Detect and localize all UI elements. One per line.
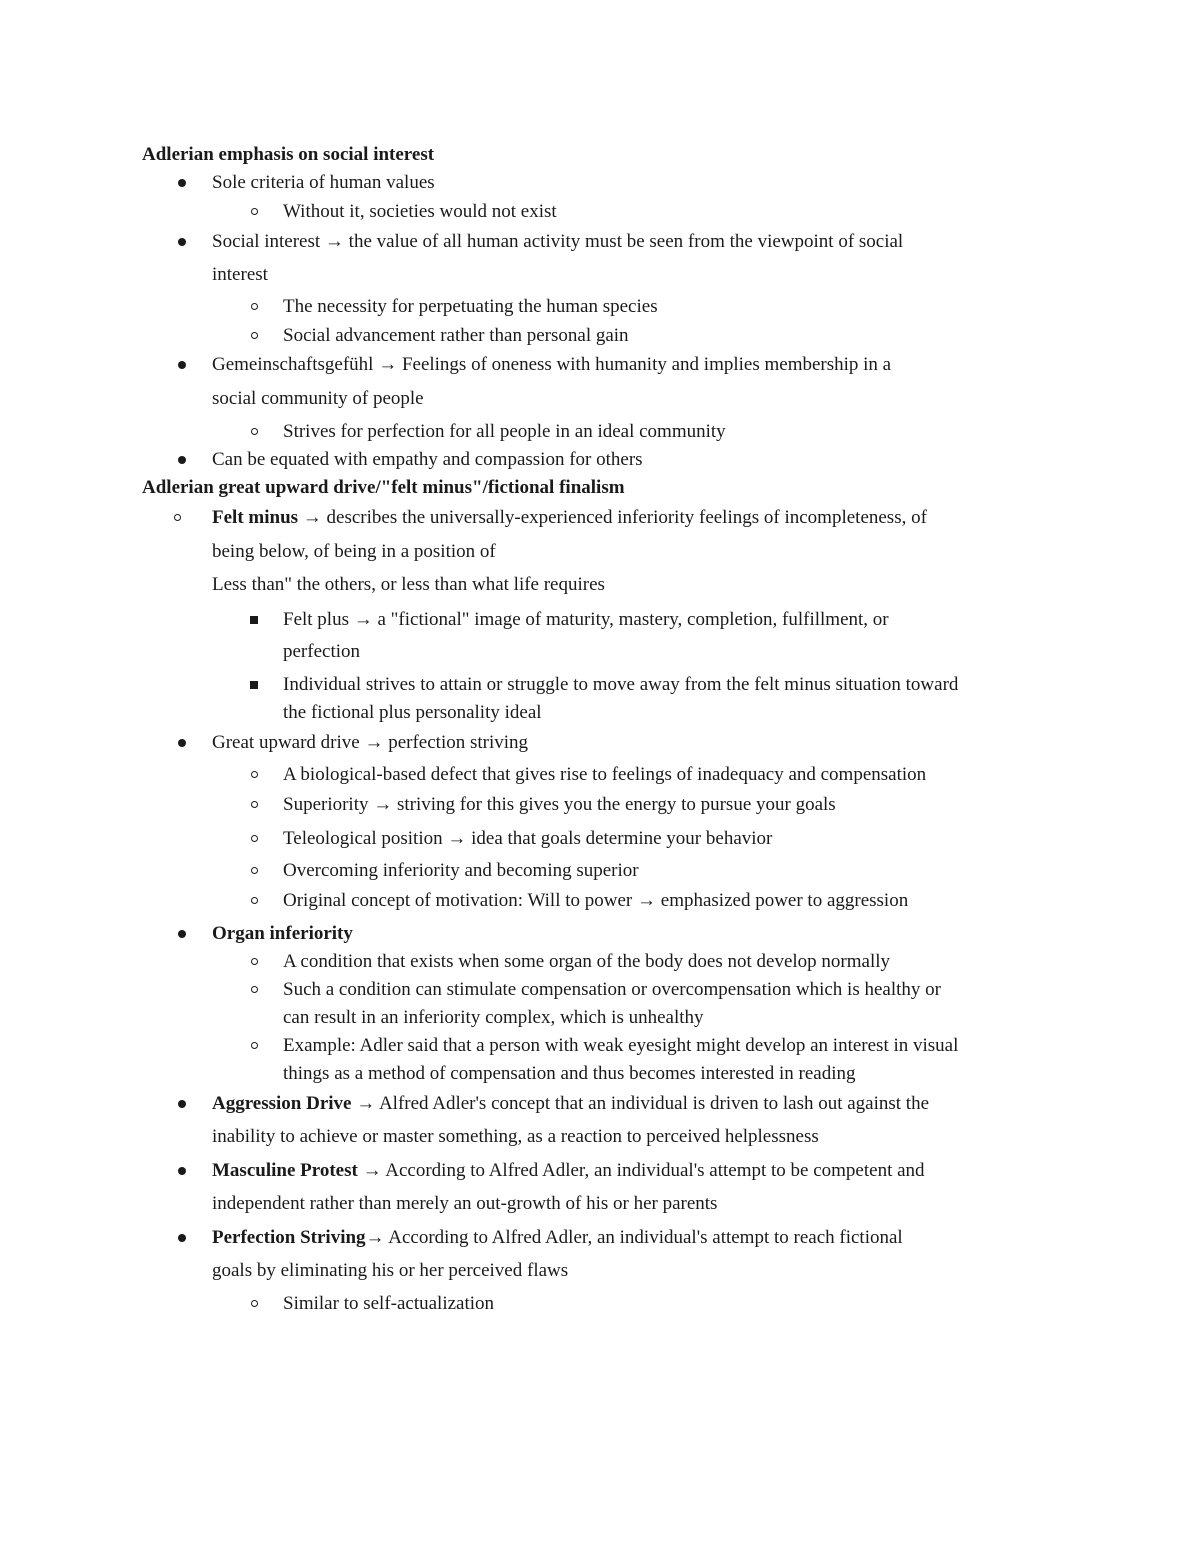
list-item: Such a condition can stimulate compensation or overcompensation which is healthy or xyxy=(283,979,941,1000)
list-item: Overcoming inferiority and becoming superior xyxy=(283,860,639,881)
list-item xyxy=(212,1159,925,1183)
list-item: Strives for perfection for all people in an ideal community xyxy=(283,421,726,442)
list-item-continuation: can result in an inferiority complex, which is unhealthy xyxy=(283,1007,704,1028)
list-item: The necessity for perpetuating the human species xyxy=(283,296,658,317)
list-item xyxy=(212,1092,929,1116)
definition-text: → describes the universally-experienced inferiority feelings of incompleteness, of xyxy=(298,507,927,528)
list-item-continuation: perfection xyxy=(283,641,361,662)
list-item xyxy=(212,506,927,530)
list-item: Similar to self-actualization xyxy=(283,1293,495,1314)
bullet-dot xyxy=(178,739,186,747)
list-item: Gemeinschaftsgefühl → Feelings of oneness with humanity and implies membership in a xyxy=(212,354,892,375)
definition-text: → According to Alfred Adler, an individual's attempt to be competent and xyxy=(357,1160,925,1181)
list-item: Social advancement rather than personal gain xyxy=(283,325,629,346)
bullet-dot xyxy=(178,1167,186,1175)
definition-text: → Alfred Adler's concept that an individual is driven to lash out against the xyxy=(351,1093,930,1114)
list-item: A biological-based defect that gives rise to feelings of inadequacy and compensation xyxy=(283,764,927,785)
list-item: Teleological position → idea that goals determine your behavior xyxy=(283,828,773,849)
list-item: Individual strives to attain or struggle to move away from the felt minus situation toward xyxy=(283,674,959,695)
section-heading-upward-drive: Adlerian great upward drive/"felt minus"/fictional finalism xyxy=(142,477,625,498)
bullet-circle xyxy=(251,986,258,993)
bullet-circle xyxy=(251,1042,258,1049)
bullet-dot xyxy=(178,179,186,187)
bullet-circle xyxy=(251,303,258,310)
list-item: Great upward drive → perfection striving xyxy=(212,732,529,753)
list-item-continuation: being below, of being in a position of xyxy=(212,541,496,562)
section-heading-social-interest: Adlerian emphasis on social interest xyxy=(142,144,435,165)
list-item-continuation: inability to achieve or master something, as a reaction to perceived helplessness xyxy=(212,1126,819,1147)
bullet-dot xyxy=(178,361,186,369)
definition-text: → According to Alfred Adler, an individual's attempt to reach fictional xyxy=(365,1227,903,1248)
bullet-circle xyxy=(251,1300,258,1307)
term-masculine-protest: Masculine Protest xyxy=(212,1160,358,1181)
bullet-dot xyxy=(178,238,186,246)
bullet-circle xyxy=(174,514,181,521)
term-aggression-drive: Aggression Drive xyxy=(212,1093,352,1114)
list-item: Without it, societies would not exist xyxy=(283,201,557,222)
bullet-dot xyxy=(178,456,186,464)
bullet-circle xyxy=(251,771,258,778)
bullet-circle xyxy=(251,428,258,435)
list-item: A condition that exists when some organ of the body does not develop normally xyxy=(283,951,891,972)
bullet-circle xyxy=(251,332,258,339)
bullet-dot xyxy=(178,1234,186,1242)
term-perfection-striving: Perfection Striving xyxy=(212,1227,366,1248)
bullet-circle xyxy=(251,867,258,874)
term-organ-inferiority: Organ inferiority xyxy=(212,923,353,944)
list-item-continuation: the fictional plus personality ideal xyxy=(283,702,542,723)
bullet-square xyxy=(250,681,258,689)
list-item: Sole criteria of human values xyxy=(212,172,435,193)
bullet-circle xyxy=(251,835,258,842)
list-item-continuation: goals by eliminating his or her perceived flaws xyxy=(212,1260,569,1281)
bullet-dot xyxy=(178,930,186,938)
bullet-square xyxy=(250,616,258,624)
bullet-circle xyxy=(251,958,258,965)
list-item-continuation: interest xyxy=(212,264,268,285)
list-item: Original concept of motivation: Will to power → emphasized power to aggression xyxy=(283,890,909,911)
bullet-circle xyxy=(251,801,258,808)
list-item-continuation: social community of people xyxy=(212,388,424,409)
term-felt-minus: Felt minus xyxy=(212,507,299,528)
list-item-continuation: things as a method of compensation and thus becomes interested in reading xyxy=(283,1063,856,1084)
list-item-continuation: Less than" the others, or less than what life requires xyxy=(212,574,605,595)
list-item: Example: Adler said that a person with weak eyesight might develop an interest in visual xyxy=(283,1035,959,1056)
bullet-circle xyxy=(251,897,258,904)
bullet-circle xyxy=(251,208,258,215)
list-item: Social interest → the value of all human activity must be seen from the viewpoint of social xyxy=(212,231,904,252)
list-item-continuation: independent rather than merely an out-growth of his or her parents xyxy=(212,1193,718,1214)
list-item: Can be equated with empathy and compassion for others xyxy=(212,449,643,470)
bullet-dot xyxy=(178,1100,186,1108)
list-item xyxy=(212,1226,903,1250)
list-item: Superiority → striving for this gives you the energy to pursue your goals xyxy=(283,794,836,815)
list-item: Felt plus → a "fictional" image of maturity, mastery, completion, fulfillment, or xyxy=(283,609,889,630)
